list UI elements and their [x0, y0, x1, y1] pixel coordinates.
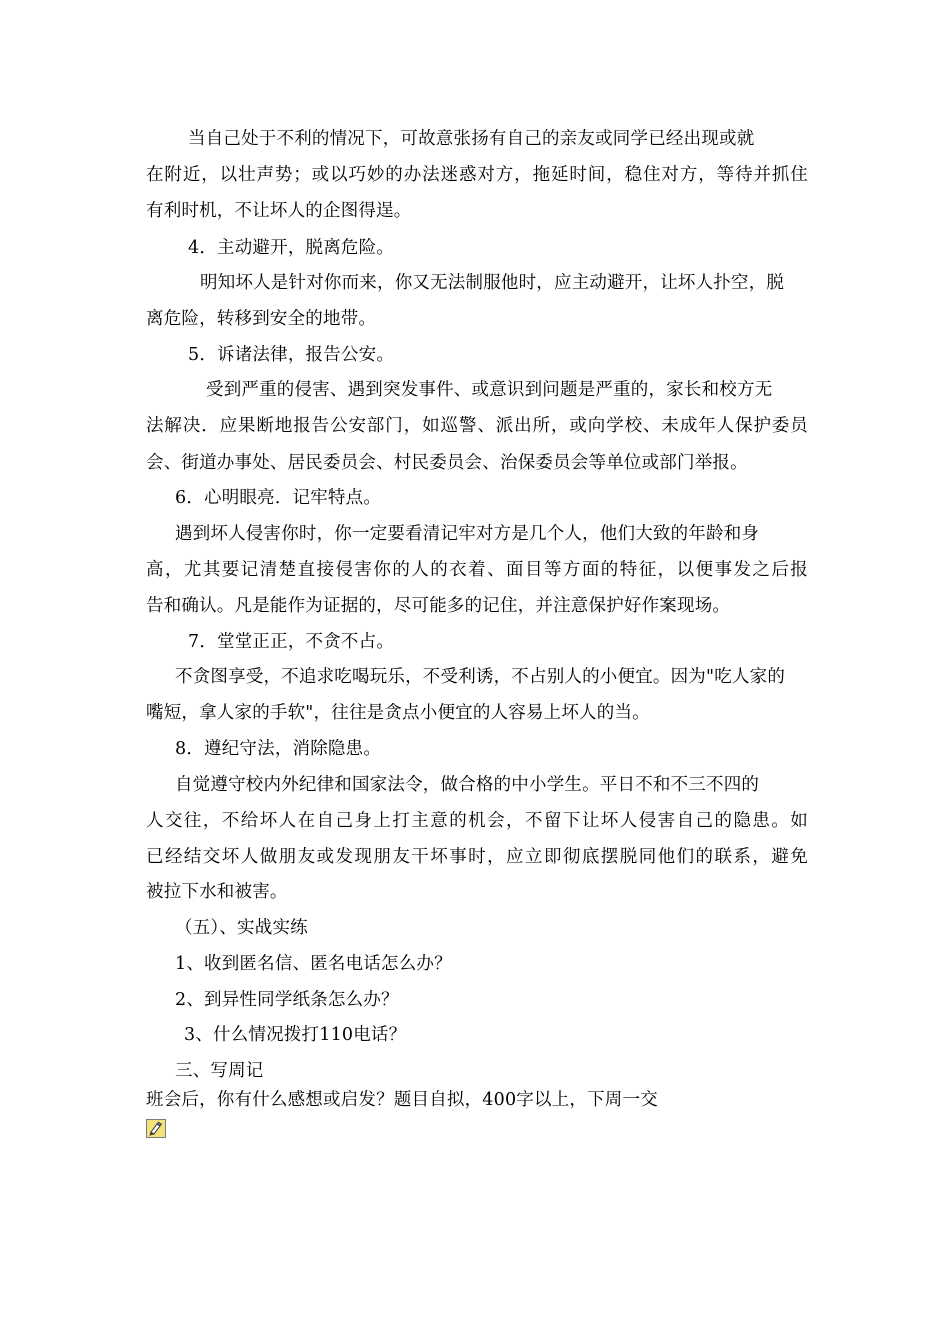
paragraph-line-6: 离危险，转移到安全的地带。 [146, 309, 377, 329]
paragraph-line-21: 已经结交坏人做朋友或发现朋友干坏事时，应立即彻底摆脱同他们的联系，避免 [146, 847, 808, 867]
paragraph-line-1: 当自己处于不利的情况下，可故意张扬有自己的亲友或同学已经出现或就 [188, 129, 755, 149]
paragraph-line-2: 在附近，以壮声势；或以巧妙的办法迷惑对方，拖延时间，稳住对方，等待并抓住 [146, 165, 808, 185]
section-heading-8: 8．遵纪守法，消除隐患。 [175, 739, 382, 759]
paragraph-line-12: 遇到坏人侵害你时，你一定要看清记牢对方是几个人，他们大致的年龄和身 [175, 524, 760, 544]
paragraph-line-20: 人交往，不给坏人在自己身上打主意的机会，不留下让坏人侵害自己的隐患。如 [146, 811, 808, 831]
paragraph-line-10: 会、街道办事处、居民委员会、村民委员会、治保委员会等单位或部门举报。 [146, 453, 748, 473]
practice-question-1: 1、收到匿名信、匿名电话怎么办？ [175, 954, 452, 974]
section-heading-6: 6．心明眼亮．记牢特点。 [175, 488, 382, 508]
paragraph-line-5: 明知坏人是针对你而来，你又无法制服他时，应主动避开，让坏人扑空，脱 [200, 273, 785, 293]
paragraph-line-13: 高，尤其要记清楚直接侵害你的人的衣着、面目等方面的特征，以便事发之后报 [146, 560, 808, 580]
paragraph-line-3: 有利时机，不让坏人的企图得逞。 [146, 201, 412, 221]
practice-question-3: 3、什么情况拨打110电话？ [184, 1025, 407, 1045]
section-heading-5: 5．诉诸法律，报告公安。 [188, 345, 395, 365]
paragraph-line-8: 受到严重的侵害、遇到突发事件、或意识到问题是严重的，家长和校方无 [206, 380, 773, 400]
paragraph-line-19: 自觉遵守校内外纪律和国家法令，做合格的中小学生。平日不和不三不四的 [175, 775, 760, 795]
homework-instruction: 班会后，你有什么感想或启发？题目自拟，400字以上，下周一交 [146, 1090, 658, 1110]
paragraph-line-9: 法解决．应果断地报告公安部门，如巡警、派出所，或向学校、未成年人保护委员 [146, 416, 808, 436]
section-heading-4: 4．主动避开，脱离危险。 [188, 238, 395, 258]
paragraph-line-14: 告和确认。凡是能作为证据的，尽可能多的记住，并注意保护好作案现场。 [146, 596, 731, 616]
paragraph-line-17: 嘴短，拿人家的手软"，往往是贪点小便宜的人容易上坏人的当。 [146, 703, 650, 723]
pencil-icon [148, 1121, 164, 1136]
paragraph-line-16: 不贪图享受，不追求吃喝玩乐，不受利诱，不占别人的小便宜。因为"吃人家的 [175, 667, 786, 687]
practice-question-2: 2、到异性同学纸条怎么办？ [175, 990, 399, 1010]
paragraph-line-22: 被拉下水和被害。 [146, 882, 288, 902]
section-heading-three: 三、写周记 [175, 1061, 264, 1081]
embedded-object-icon[interactable] [146, 1119, 166, 1138]
section-heading-7: 7．堂堂正正，不贪不占。 [188, 632, 395, 652]
section-heading-five: （五）、实战实练 [175, 918, 308, 938]
